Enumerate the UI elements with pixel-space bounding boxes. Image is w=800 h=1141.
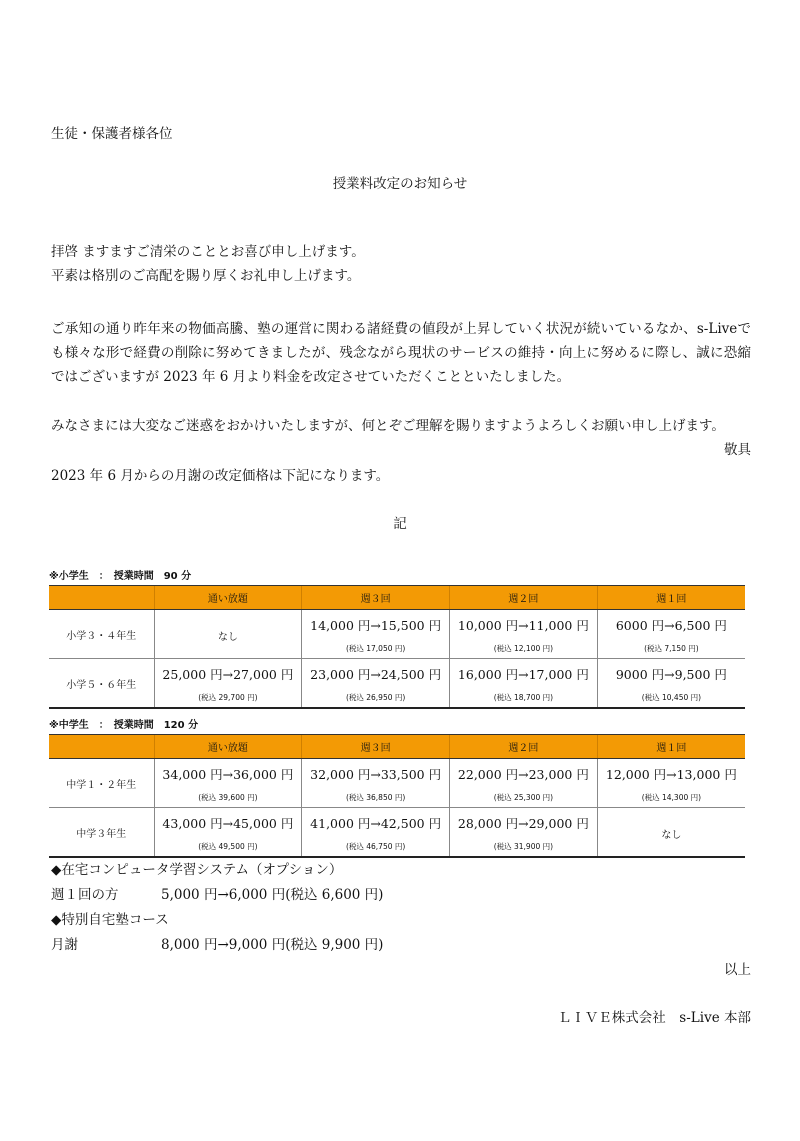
company-signature: ＬＩＶＥ株式会社 s-Live 本部 [557,1010,751,1026]
grade-label: 中学３年生 [49,808,154,858]
option1-price: 5,000 円→6,000 円(税込 6,600 円) [161,887,384,903]
tax-included: (税込 18,700 円) [493,693,554,702]
table-header-row [49,586,745,610]
price-change: 9000 円→9,500 円 [615,667,727,682]
price-change: 34,000 円→36,000 円 [162,767,294,782]
ijou-closing: 以上 [724,962,751,978]
price-cell [597,659,745,709]
table-header-row [49,735,745,759]
price-change: 10,000 円→11,000 円 [457,618,589,633]
grade-label: 中学１・２年生 [49,759,154,808]
price-cell [154,808,302,858]
tax-included: (税込 49,500 円) [198,842,258,851]
price-cell [302,808,450,858]
tax-included: (税込 7,150 円) [644,644,699,653]
addressee: 生徒・保護者様各位 [51,126,173,142]
header-cell: 週３回 [302,586,450,610]
closing-keigu: 敬具 [724,442,751,458]
price-cell [302,659,450,709]
option2-title: ◆特別自宅塾コース [51,912,169,928]
tax-included: (税込 14,300 円) [641,793,702,802]
price-change: 14,000 円→15,500 円 [310,618,442,633]
apology-paragraph: みなさまには大変なご迷惑をおかけいたしますが、何とぞご理解を賜りますようよろしくお願い申し上げます。 [51,418,725,434]
tax-included: (税込 12,100 円) [493,644,554,653]
price-change: 25,000 円→27,000 円 [162,667,294,682]
price-cell [302,759,450,808]
price-cell [450,610,598,659]
price-change: 43,000 円→45,000 円 [162,816,294,831]
ki-marker: 記 [393,516,407,532]
junior-fee-table [49,734,745,858]
table-row [49,759,745,808]
option1-title: ◆在宅コンピュータ学習システム（オプション） [51,862,343,878]
tax-included: (税込 25,300 円) [493,793,554,802]
table-row [49,659,745,709]
header-cell: 週２回 [450,586,598,610]
price-change: 12,000 円→13,000 円 [605,767,737,782]
tax-included: (税込 39,600 円) [198,793,258,802]
price-change: 23,000 円→24,500 円 [310,667,442,682]
header-cell: 週２回 [450,735,598,759]
price-cell [302,610,450,659]
price-intro: 2023 年 6 月からの月謝の改定価格は下記になります。 [51,468,390,484]
option1-label: 週１回の方 [51,887,119,903]
junior-heading: ※中学生 ： 授業時間 120 分 [49,720,199,731]
grade-label: 小学３・４年生 [49,610,154,659]
document-title: 授業料改定のお知らせ [332,176,468,192]
table-row [49,610,745,659]
price-cell [154,610,302,659]
none-text: なし [217,631,238,643]
tax-included: (税込 46,750 円) [345,842,406,851]
price-cell [597,610,745,659]
header-cell [49,735,154,759]
header-cell: 通い放題 [154,586,302,610]
option2-price: 8,000 円→9,000 円(税込 9,900 円) [161,937,384,953]
price-cell [154,659,302,709]
price-change: 6000 円→6,500 円 [615,618,727,633]
tax-included: (税込 26,950 円) [345,693,406,702]
price-change: 32,000 円→33,500 円 [310,767,442,782]
price-change: 41,000 円→42,500 円 [310,816,442,831]
greeting-line-1: 拝啓 ますますご清栄のこととお喜び申し上げます。 [51,244,365,260]
elementary-heading: ※小学生 ： 授業時間 90 分 [49,571,192,582]
price-cell [450,759,598,808]
price-change: 16,000 円→17,000 円 [457,667,589,682]
price-change: 28,000 円→29,000 円 [457,816,589,831]
price-cell [597,759,745,808]
grade-label: 小学５・６年生 [49,659,154,709]
header-cell: 週３回 [302,735,450,759]
tax-included: (税込 29,700 円) [198,693,258,702]
price-cell [450,659,598,709]
price-cell [154,759,302,808]
elementary-fee-table [49,585,745,709]
none-text: なし [661,829,682,841]
tax-included: (税込 31,900 円) [493,842,554,851]
explanation-paragraph: ご承知の通り昨年来の物価高騰、塾の運営に関わる諸経費の値段が上昇していく状況が続いているなか、s-Liveでも様々な形で経費の削除に努めてきましたが、残念ながら現状のサービスの維持・向上に努めるに際し、誠に恐縮ではございますが 2023 年 6 月より料金を改定させていただくことといたしました。 [51,321,751,385]
price-change: 22,000 円→23,000 円 [457,767,589,782]
option2-label: 月謝 [51,937,78,953]
table-row [49,808,745,858]
header-cell [49,586,154,610]
tax-included: (税込 10,450 円) [641,693,702,702]
greeting-line-2: 平素は格別のご高配を賜り厚くお礼申し上げます。 [51,268,361,284]
price-cell [597,808,745,858]
price-cell [450,808,598,858]
header-cell: 通い放題 [154,735,302,759]
tax-included: (税込 17,050 円) [345,644,406,653]
header-cell: 週１回 [597,586,745,610]
header-cell: 週１回 [597,735,745,759]
tax-included: (税込 36,850 円) [345,793,406,802]
